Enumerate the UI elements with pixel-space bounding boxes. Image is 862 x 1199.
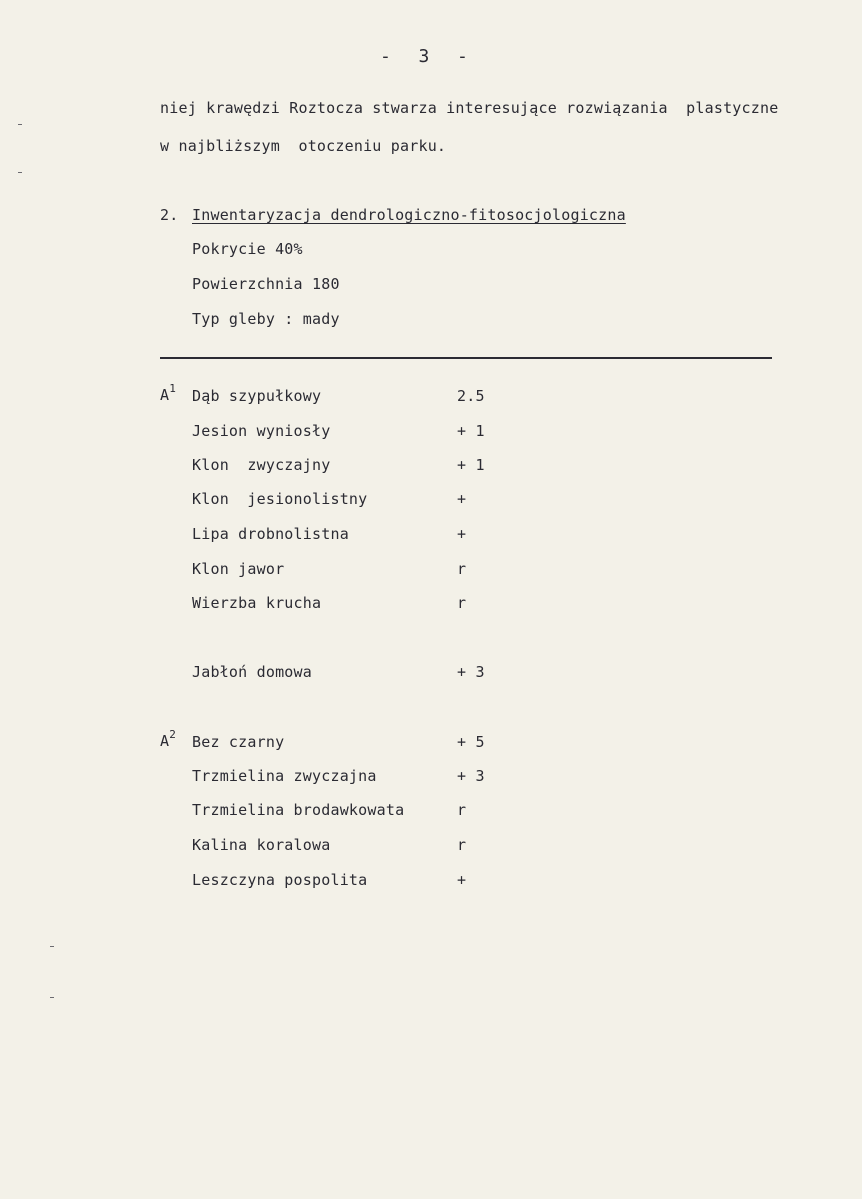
layer-a1-superscript: 1 [169,382,177,395]
powierzchnia: Powierzchnia 180 [192,275,340,293]
typ-gleby: Typ gleby : mady [192,310,340,328]
species-name: Leszczyna pospolita [192,871,368,889]
species-name: Jabłoń domowa [192,663,312,681]
species-value: + 1 [457,456,485,474]
species-value: + 5 [457,733,485,751]
species-value: + [457,871,467,889]
species-name: Klon jawor [192,560,285,578]
species-value: + [457,490,467,508]
margin-mark [50,997,54,998]
species-name: Lipa drobnolistna [192,525,349,543]
species-name: Wierzba krucha [192,594,322,612]
page-number: - 3 - [380,46,470,67]
species-value: + 1 [457,422,485,440]
margin-mark [18,124,22,125]
section-title: Inwentaryzacja dendrologiczno-fitosocjologiczna [192,206,626,224]
intro-line-2: w najbliższym otoczeniu parku. [160,137,447,155]
species-value: r [457,836,467,854]
intro-line-1: niej krawędzi Roztocza stwarza interesujące rozwiązania plastyczne [160,99,779,117]
species-name: Dąb szypułkowy [192,387,322,405]
layer-a2-letter: A [160,732,170,750]
layer-a1-label [160,382,177,406]
species-name: Jesion wyniosły [192,422,331,440]
margin-mark [50,946,54,947]
species-value: + [457,525,467,543]
species-value: + 3 [457,767,485,785]
layer-a2-label [160,728,177,752]
section-number: 2. [160,206,179,224]
species-name: Kalina koralowa [192,836,331,854]
horizontal-rule [160,357,772,359]
species-name: Klon jesionolistny [192,490,368,508]
margin-mark [18,172,22,173]
species-name: Bez czarny [192,733,285,751]
layer-a1-letter: A [160,386,170,404]
species-value: r [457,801,467,819]
species-value: 2.5 [457,387,485,405]
layer-a2-superscript: 2 [169,728,177,741]
species-name: Trzmielina zwyczajna [192,767,377,785]
pokrycie: Pokrycie 40% [192,240,303,258]
species-value: r [457,560,467,578]
species-value: r [457,594,467,612]
species-name: Klon zwyczajny [192,456,331,474]
species-name: Trzmielina brodawkowata [192,801,405,819]
species-value: + 3 [457,663,485,681]
